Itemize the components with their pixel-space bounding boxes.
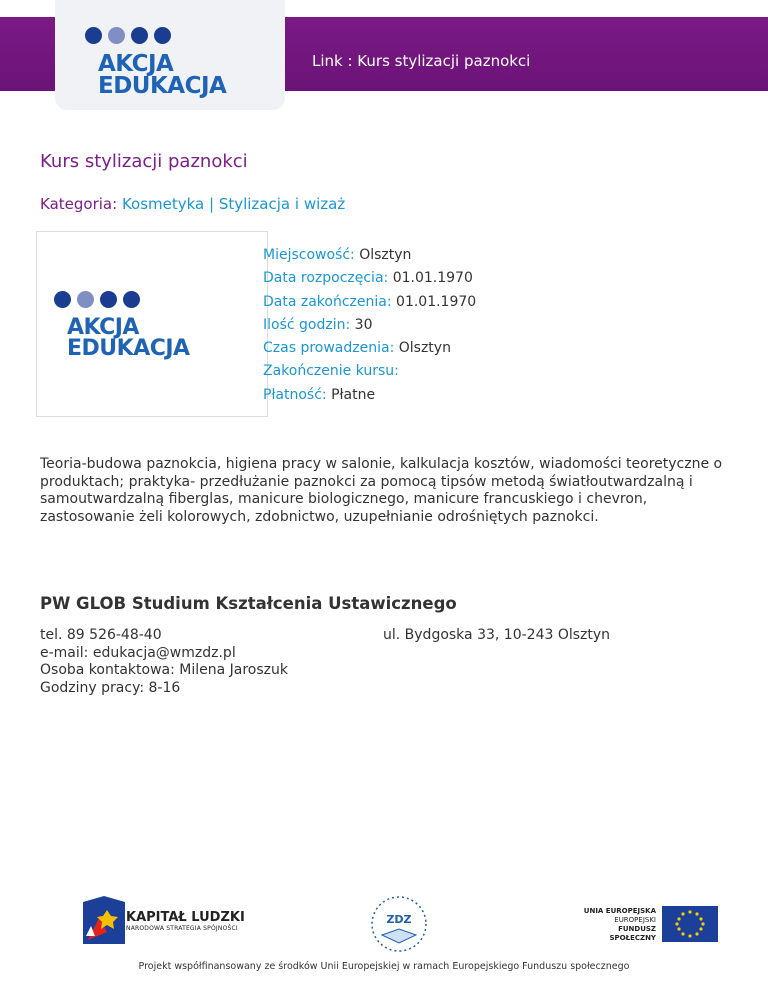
kapital-ludzki-emblem-icon	[83, 896, 125, 944]
organizer-email[interactable]: e-mail: edukacja@wmzdz.pl	[40, 644, 236, 661]
detail-label: Czas prowadzenia:	[263, 340, 395, 357]
organizer-address: ul. Bydgoska 33, 10-243 Olsztyn	[383, 627, 611, 643]
eu-line-2: EUROPEJSKI	[614, 916, 656, 924]
detail-value: Olsztyn	[359, 247, 412, 263]
category-link[interactable]: Kosmetyka | Stylizacja i wizaż	[121, 195, 346, 213]
organizer-contact-person: Osoba kontaktowa: Milena Jaroszuk	[40, 662, 288, 678]
zdz-text: ZDZ	[386, 913, 412, 926]
detail-label: Miejscowość:	[263, 247, 355, 263]
course-details	[263, 244, 476, 407]
detail-row	[263, 291, 476, 314]
logo-dots	[85, 27, 171, 44]
detail-row	[263, 384, 476, 407]
category-line	[40, 195, 345, 213]
detail-row	[263, 244, 476, 267]
logo-dot	[54, 291, 71, 308]
kapital-ludzki-title: KAPITAŁ LUDZKI	[126, 910, 245, 925]
thumbnail-logo-line-2: EDUKACJA	[67, 335, 190, 361]
eu-line-1: UNIA EUROPEJSKA	[583, 907, 656, 915]
detail-row	[263, 267, 476, 290]
logo-dot	[131, 27, 148, 44]
thumbnail-logo-dots	[54, 291, 140, 308]
organizer-contact	[40, 627, 288, 697]
category-label: Kategoria:	[40, 195, 118, 213]
course-thumbnail	[36, 231, 268, 417]
detail-row	[263, 314, 476, 337]
detail-value: Olsztyn	[398, 340, 451, 357]
detail-row	[263, 337, 476, 360]
eu-stars-icon	[662, 906, 718, 942]
logo-line-2: EDUKACJA	[98, 72, 227, 99]
logo-dot	[123, 291, 140, 308]
header-link[interactable]: Link : Kurs stylizacji paznokci	[312, 52, 531, 70]
organizer-name: PW GLOB Studium Kształcenia Ustawicznego	[40, 594, 457, 613]
thumbnail-logo-line-1: AKCJA	[67, 315, 139, 340]
detail-label: Ilość godzin:	[263, 316, 351, 333]
detail-label: Zakończenie kursu:	[263, 363, 399, 380]
eu-line-3: FUNDUSZ SPOŁECZNY	[609, 925, 656, 942]
eu-fund-logo	[570, 907, 656, 943]
detail-value: 30	[354, 316, 373, 333]
detail-value: 01.01.1970	[396, 293, 477, 310]
thumbnail-logo-text	[67, 315, 190, 361]
detail-value: Płatne	[331, 386, 376, 403]
kapital-ludzki-logo	[126, 910, 245, 932]
logo-dot	[154, 27, 171, 44]
organizer-phone: tel. 89 526-48-40	[40, 627, 162, 643]
footer-note: Projekt współfinansowany ze środków Unii Europejskiej w ramach Europejskiego Funduszu społecznego	[138, 961, 630, 972]
logo-dot	[100, 291, 117, 308]
logo-dot	[77, 291, 94, 308]
kapital-ludzki-subtitle: NARODOWA STRATEGIA SPÓJNOŚCI	[126, 925, 238, 932]
logo-text	[98, 51, 227, 99]
detail-label: Data rozpoczęcia:	[263, 270, 389, 287]
page-title: Kurs stylizacji paznokci	[40, 151, 248, 172]
logo-dot	[108, 27, 125, 44]
zdz-emblem-icon	[368, 893, 430, 955]
detail-label: Data zakończenia:	[263, 293, 392, 310]
organizer-hours: Godziny pracy: 8-16	[40, 679, 181, 696]
akcja-edukacja-logo[interactable]	[55, 0, 285, 110]
logo-dot	[85, 27, 102, 44]
logo-line-1: AKCJA	[98, 51, 174, 77]
detail-row	[263, 360, 476, 383]
detail-value: 01.01.1970	[392, 270, 473, 287]
course-description: Teoria-budowa paznokcia, higiena pracy w salonie, kalkulacja kosztów, wiadomości teoretyczne o produktach; praktyka- przedłużanie paznokci za pomocą tipsów metodą światłoutwardzalną i samoutwardzalną fiberglas, manicure biologicznego, manicure francuskiego i chevron, zastosowanie żeli kolorowych, zdobnictwo, uzupełnianie odrośniętych paznokci.	[40, 456, 723, 525]
detail-label: Płatność:	[263, 386, 327, 403]
eu-flag-icon	[662, 906, 718, 942]
